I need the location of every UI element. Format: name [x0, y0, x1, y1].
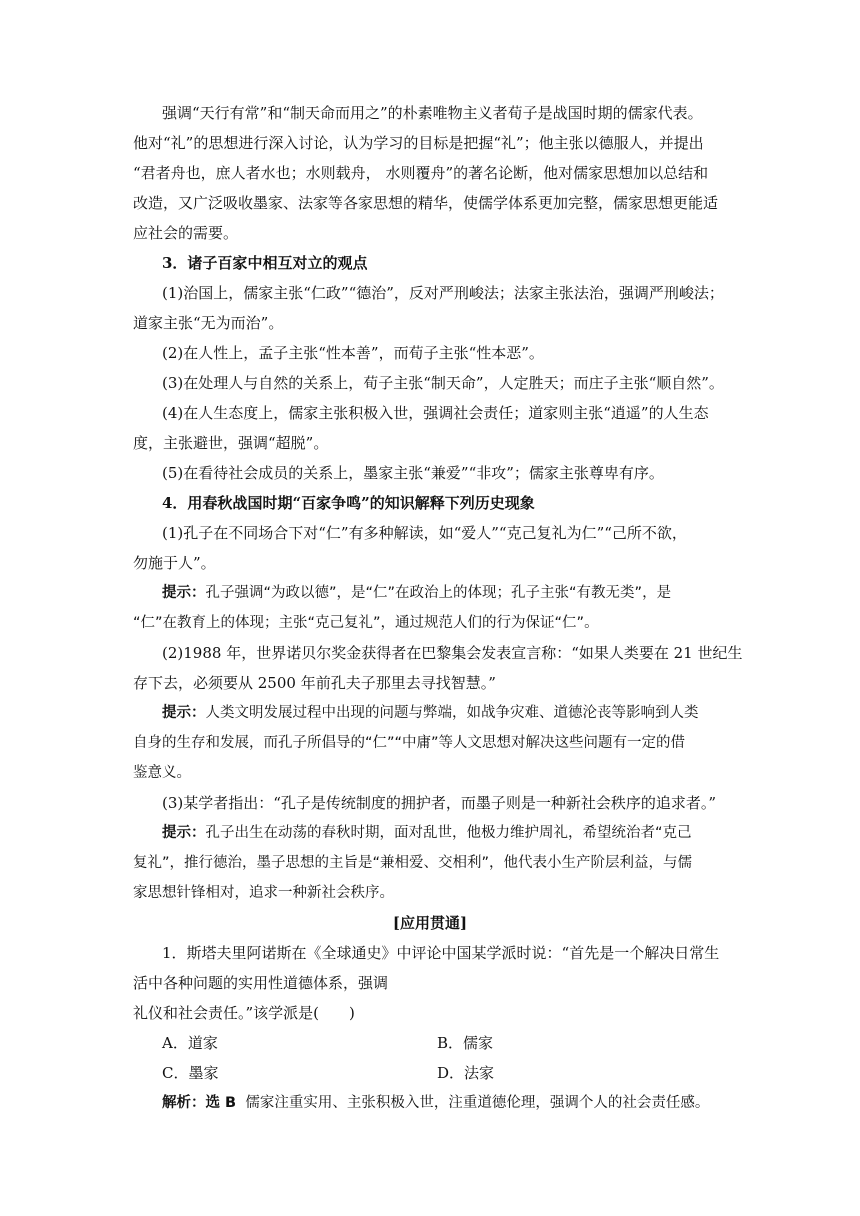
- tip-label: 提示：: [162, 705, 206, 721]
- tip-2-text: 人类文明发展过程中出现的问题与弊端，如战争灾难、道德沦丧等影响到人类: [205, 705, 699, 721]
- exercise-1-stem-line-1: 1．斯塔夫里阿诺斯在《全球通史》中评论中国某学派时说：“首先是一个解决日常生: [162, 944, 720, 962]
- tip-3-line-3: 家思想针锋相对，追求一种新社会秩序。: [133, 885, 394, 901]
- section-title: [应用贯通]: [392, 914, 468, 932]
- tip-1-line-2: “仁”在教育上的体现；主张“克己复礼”，通过规范人们的行为保证“仁”。: [133, 615, 599, 631]
- paragraph-xunzi-line-1: 强调“天行有常”和“制天命而用之”的朴素唯物主义者荀子是战国时期的儒家代表。: [162, 104, 703, 122]
- question-2-line-2: 存下去，必须要从 2500 年前孔夫子那里去寻找智慧。”: [133, 674, 496, 692]
- analysis-text: 儒家注重实用、主张积极入世，注重道德伦理，强调个人的社会责任感。: [245, 1095, 710, 1111]
- view-1-line-2: 道家主张“无为而治”。: [133, 314, 284, 332]
- tip-3-line-2: 复礼”，推行德治，墨子思想的主旨是“兼相爱、交相利”，他代表小生产阶层利益，与儒: [133, 855, 693, 871]
- options-row-2: [162, 1063, 218, 1083]
- exercise-1-stem-line-2: 活中各种问题的实用性道德体系，强调: [133, 974, 389, 992]
- option-b: B．儒家: [437, 1034, 494, 1052]
- exercise-1-stem-line-3: 礼仪和社会责任。”该学派是( ): [133, 1004, 355, 1022]
- tip-3-text: 孔子出生在动荡的春秋时期，面对乱世，他极力维护周礼，希望统治者“克己: [205, 825, 692, 841]
- analysis-line: [162, 1093, 709, 1113]
- answer: 选 B: [205, 1095, 237, 1111]
- tip-label: 提示：: [162, 825, 206, 841]
- option-a: A．道家: [162, 1034, 218, 1052]
- tip-2-line-2: 自身的生存和发展，而孔子所倡导的“仁”“中庸”等人文思想对解决这些问题有一定的借: [133, 735, 686, 751]
- view-5: (5)在看待社会成员的关系上，墨家主张“兼爱”“非攻”；儒家主张尊卑有序。: [162, 464, 664, 482]
- question-1-line-2: 勿施于人”。: [133, 554, 216, 572]
- paragraph-xunzi-line-3: “君者舟也，庶人者水也；水则载舟， 水则覆舟”的著名论断，他对儒家思想加以总结和: [133, 164, 709, 182]
- view-4-line-2: 度，主张避世，强调“超脱”。: [133, 434, 329, 452]
- tip-2-line-3: 鉴意义。: [133, 765, 191, 781]
- tip-1-text: 孔子强调“为政以德”，是“仁”在政治上的体现；孔子主张“有教无类”，是: [205, 585, 672, 601]
- paragraph-xunzi-line-4: 改造，又广泛吸收墨家、法家等各家思想的精华，使儒学体系更加完整，儒家思想更能适: [133, 194, 719, 212]
- question-2-line-1: (2)1988 年，世界诺贝尔奖金获得者在巴黎集会发表宣言称：“如果人类要在 21 世纪生: [162, 644, 743, 662]
- tip-3-line-1: [162, 823, 692, 843]
- tip-2-line-1: [162, 703, 699, 723]
- heading-opposing-views: 3．诸子百家中相互对立的观点: [162, 254, 368, 272]
- view-2: (2)在人性上，孟子主张“性本善”，而荀子主张“性本恶”。: [162, 344, 544, 362]
- tip-label: 提示：: [162, 585, 206, 601]
- option-c: C．墨家: [162, 1064, 219, 1082]
- analysis-label: 解析：: [162, 1095, 206, 1111]
- paragraph-xunzi-line-2: 他对“礼”的思想进行深入讨论，认为学习的目标是把握“礼”；他主张以德服人，并提出: [133, 134, 704, 152]
- view-3: (3)在处理人与自然的关系上，荀子主张“制天命”，人定胜天；而庄子主张“顺自然”。: [162, 374, 724, 392]
- view-1-line-1: (1)治国上，儒家主张“仁政”“德治”，反对严刑峻法；法家主张法治，强调严刑峻法；: [162, 284, 724, 302]
- view-4-line-1: (4)在人生态度上，儒家主张积极入世，强调社会责任；道家则主张“逍遥”的人生态: [162, 404, 709, 422]
- option-d: D．法家: [437, 1064, 495, 1082]
- question-3: (3)某学者指出：“孔子是传统制度的拥护者，而墨子则是一种新社会秩序的追求者。”: [162, 794, 717, 812]
- paragraph-xunzi-line-5: 应社会的需要。: [133, 224, 239, 242]
- tip-1-line-1: [162, 583, 671, 603]
- heading-explain-phenomena: 4．用春秋战国时期“百家争鸣”的知识解释下列历史现象: [162, 494, 535, 512]
- options-row-1: [162, 1033, 218, 1053]
- question-1-line-1: (1)孔子在不同场合下对“仁”有多种解读，如“爱人”“克己复礼为仁”“己所不欲，: [162, 524, 687, 542]
